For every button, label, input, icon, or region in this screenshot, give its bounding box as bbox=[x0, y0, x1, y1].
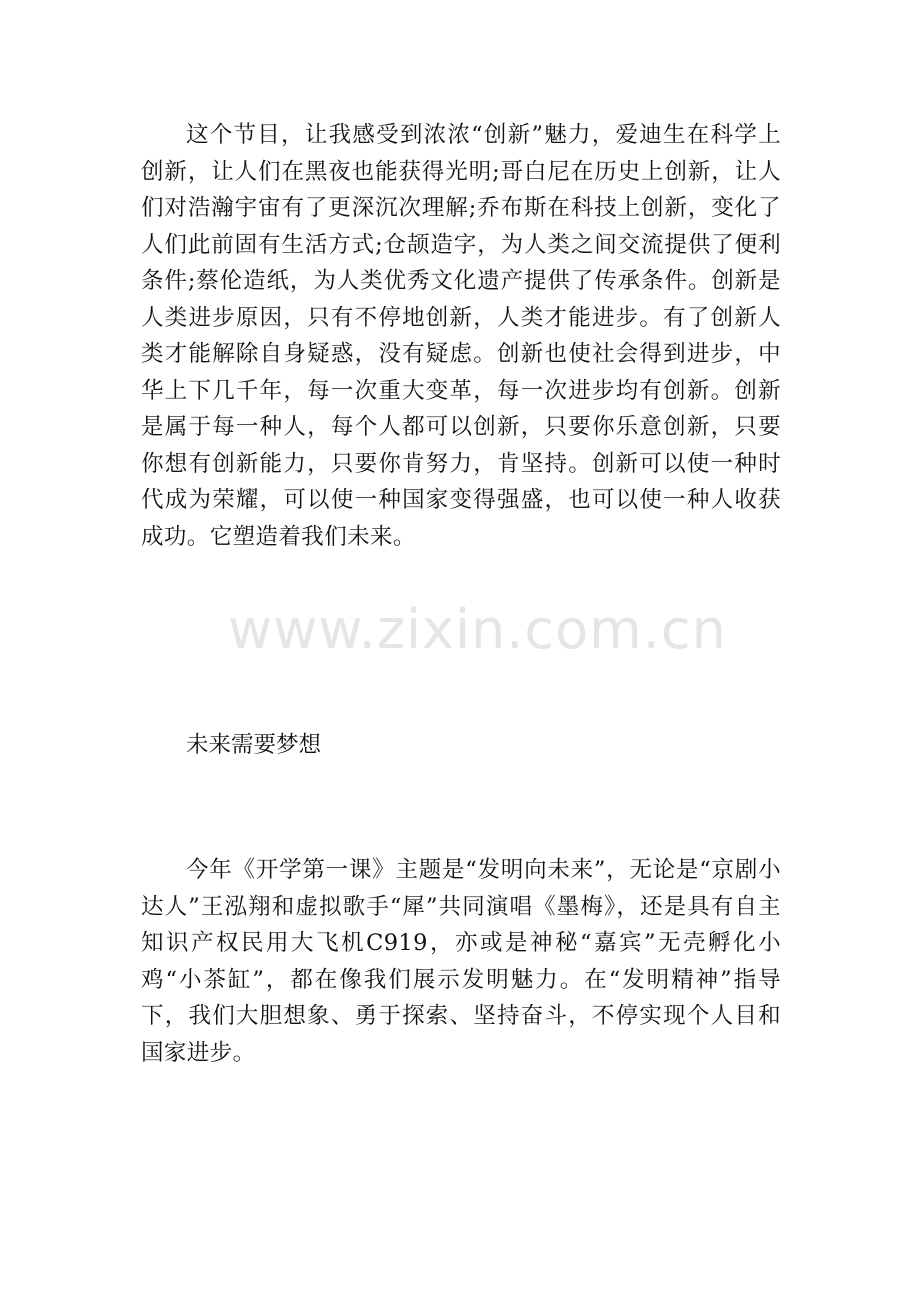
watermark-text: www.zixin.com.cn bbox=[228, 598, 727, 661]
section-heading: 未来需要梦想 bbox=[186, 732, 322, 758]
paragraph-invention: 今年《开学第一课》主题是“发明向未来”，无论是“京剧小达人”王泓翔和虚拟歌手“犀”共同演唱《墨梅》，还是具有自主知识产权民用大飞机C919，亦或是神秘“嘉宾”无壳孵化小鸡“小茶缸”，都在像我们展示发明魅力。在“发明精神”指导下，我们大胆想象、勇于探索、坚持奋斗，不停实现个人目和国家进步。 bbox=[141, 857, 781, 1066]
paragraph-innovation: 这个节目，让我感受到浓浓“创新”魅力，爱迪生在科学上创新，让人们在黑夜也能获得光明;哥白尼在历史上创新，让人们对浩瀚宇宙有了更深沉次理解;乔布斯在科技上创新，变化了人们此前固有生活方式;仓颉造字，为人类之间交流提供了便利条件;蔡伦造纸，为人类优秀文化遗产提供了传承条件。创新是人类进步原因，只有不停地创新，人类才能进步。有了创新人类才能解除自身疑惑，没有疑虑。创新也使社会得到进步，中华上下几千年，每一次重大变革，每一次进步均有创新。创新是属于每一种人，每个人都可以创新，只要你乐意创新，只要你想有创新能力，只要你肯努力，肯坚持。创新可以使一种时代成为荣耀，可以使一种国家变得强盛，也可以使一种人收获成功。它塑造着我们未来。 bbox=[141, 122, 781, 550]
